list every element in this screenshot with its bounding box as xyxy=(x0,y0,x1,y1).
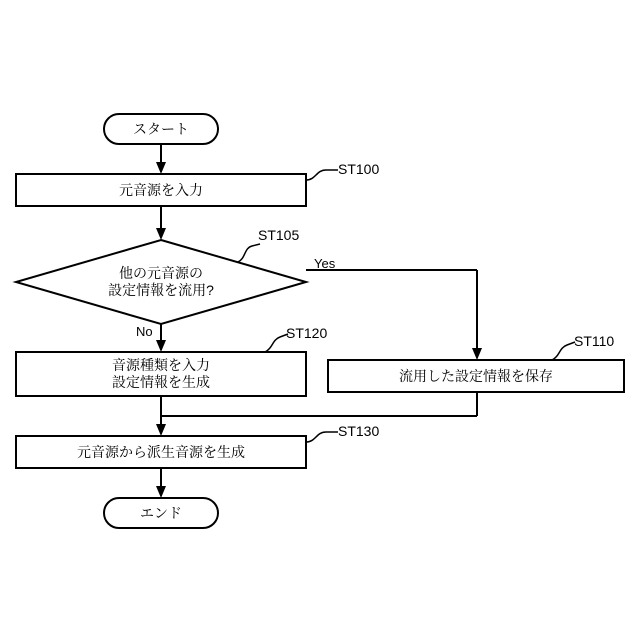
st105-decision-shape xyxy=(16,240,306,324)
arrowhead-start-to-st100 xyxy=(156,162,166,174)
st100-reference-label: ST100 xyxy=(338,161,380,177)
st130-leader-line xyxy=(306,432,338,442)
st100-process-shape xyxy=(16,174,306,206)
start-terminator-shape xyxy=(104,114,218,144)
st105-leader-line xyxy=(238,244,260,262)
arrowhead-st100-to-st105 xyxy=(156,228,166,240)
end-terminator-text: エンド xyxy=(140,504,182,521)
no-edge-label: No xyxy=(136,324,153,339)
st130-process-shape xyxy=(16,436,306,468)
arrowhead-no-to-st120 xyxy=(156,340,166,352)
st130-process-text: 元音源から派生音源を生成 xyxy=(77,443,245,460)
arrowhead-to-st130 xyxy=(156,424,166,436)
st130-reference-label: ST130 xyxy=(338,423,380,439)
st110-process-text: 流用した設定情報を保存 xyxy=(399,367,553,384)
arrowhead-st130-to-end xyxy=(156,486,166,498)
st120-process-shape xyxy=(16,352,306,396)
start-terminator-text: スタート xyxy=(133,120,189,137)
yes-edge-label: Yes xyxy=(314,256,336,271)
end-terminator-shape xyxy=(104,498,218,528)
st105-decision-text-line1: 他の元音源の xyxy=(119,265,203,281)
st100-process-text: 元音源を入力 xyxy=(119,181,203,198)
st120-leader-line xyxy=(265,334,288,352)
st105-reference-label: ST105 xyxy=(258,227,300,243)
st120-process-text-line1: 音源種類を入力 xyxy=(112,357,210,373)
st110-process-shape xyxy=(328,360,624,392)
st120-process-text-line2: 設定情報を生成 xyxy=(112,374,210,390)
st100-leader-line xyxy=(306,170,338,180)
st110-reference-label: ST110 xyxy=(574,333,615,349)
arrowhead-yes-to-st110 xyxy=(472,348,482,360)
st120-reference-label: ST120 xyxy=(286,325,328,341)
st105-decision-text-line2: 設定情報を流用? xyxy=(108,282,214,298)
st110-leader-line xyxy=(552,342,575,360)
